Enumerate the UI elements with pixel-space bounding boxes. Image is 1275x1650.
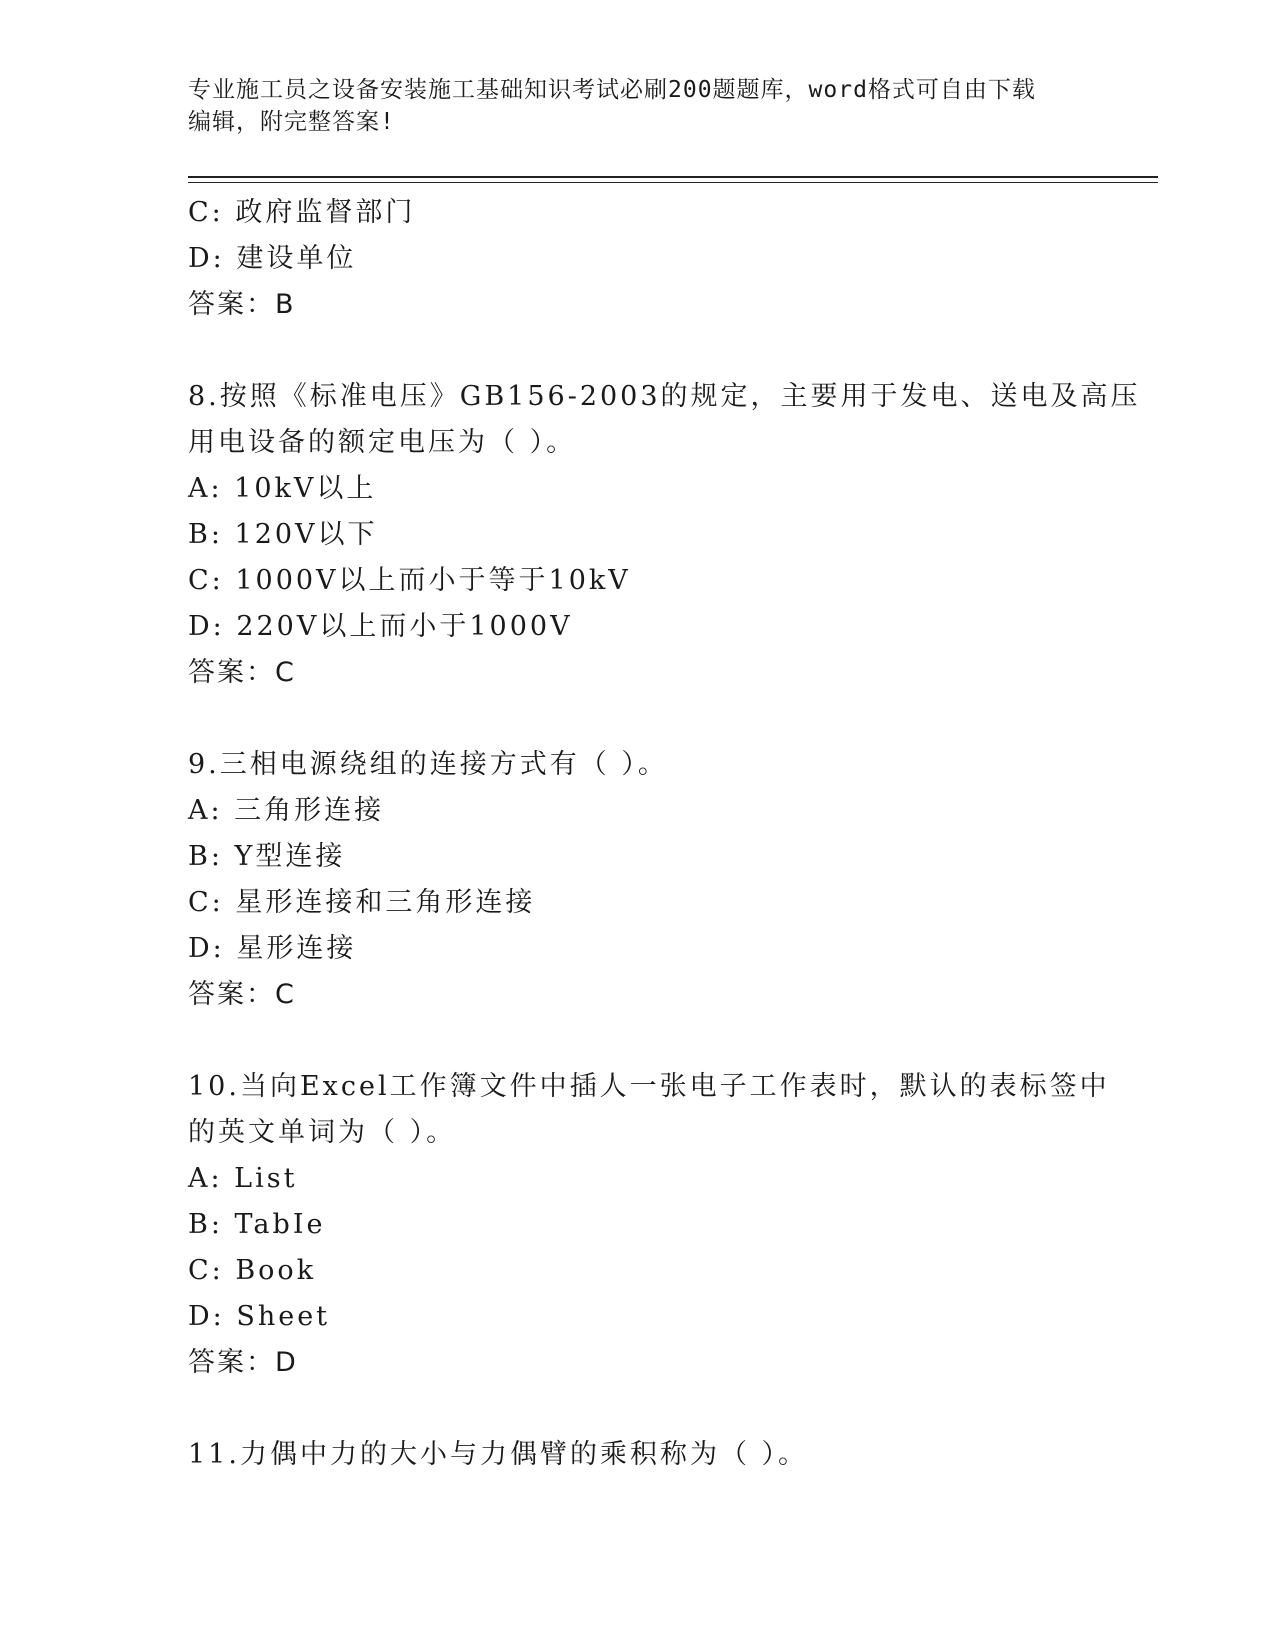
option-c: C: 星形连接和三角形连接	[188, 887, 536, 918]
question-block-8	[188, 374, 1141, 696]
header-divider-thin	[188, 182, 1158, 183]
option-d: D: 星形连接	[188, 933, 357, 964]
question-block-10	[188, 1064, 1110, 1386]
question-block-11	[188, 1432, 1088, 1478]
option-d: D: 建设单位	[188, 243, 357, 274]
option-c: C: Book	[188, 1255, 317, 1286]
option-b: B: Y型连接	[188, 841, 346, 872]
question-stem-line-2: 的英文单词为（ ）。	[188, 1117, 457, 1148]
option-c: C: 1000V以上而小于等于10kV	[188, 565, 631, 596]
header-divider-thick	[188, 176, 1158, 178]
answer-line: 答案：C	[188, 657, 296, 688]
option-d: D: 220V以上而小于1000V	[188, 611, 573, 642]
option-d: D: Sheet	[188, 1301, 331, 1332]
question-stem-line-1: 10.当向Excel工作簿文件中插人一张电子工作表时，默认的表标签中	[188, 1071, 1110, 1102]
question-stem-line-1: 11.力偶中力的大小与力偶臂的乘积称为（ ）。	[188, 1439, 809, 1470]
prev-question-block	[188, 190, 1088, 328]
spacer	[188, 1018, 1088, 1064]
document-header	[188, 74, 1068, 138]
option-a: A: 10kV以上	[188, 473, 377, 504]
spacer	[188, 328, 1088, 374]
answer-line: 答案：B	[188, 289, 296, 320]
option-a: A: 三角形连接	[188, 795, 385, 826]
question-stem-line-2: 用电设备的额定电压为（ ）。	[188, 427, 577, 458]
header-title-line-2: 编辑，附完整答案!	[188, 109, 395, 135]
option-b: B: TabIe	[188, 1209, 326, 1240]
option-b: B: 120V以下	[188, 519, 378, 550]
question-list	[188, 190, 1141, 1478]
answer-line: 答案：C	[188, 979, 296, 1010]
question-block-9	[188, 742, 1088, 1018]
question-stem-line-1: 8.按照《标准电压》GB156-2003的规定，主要用于发电、送电及高压	[188, 381, 1141, 412]
spacer	[188, 696, 1088, 742]
option-a: A: List	[188, 1163, 298, 1194]
header-title-line-1: 专业施工员之设备安装施工基础知识考试必刷200题题库，word格式可自由下载	[188, 77, 1036, 103]
spacer	[188, 1386, 1088, 1432]
answer-line: 答案：D	[188, 1347, 298, 1378]
question-stem-line-1: 9.三相电源绕组的连接方式有（ ）。	[188, 749, 668, 780]
option-c: C: 政府监督部门	[188, 197, 416, 228]
